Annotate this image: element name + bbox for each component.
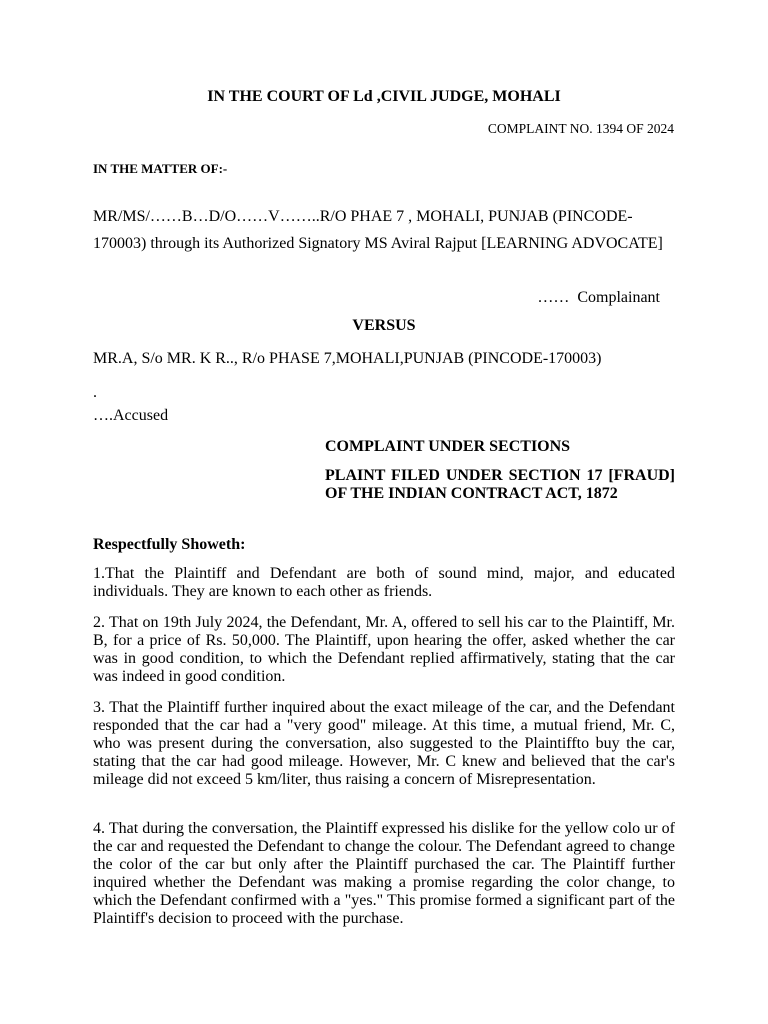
in-the-matter-of-heading: IN THE MATTER OF:- bbox=[93, 161, 228, 176]
section-heading: COMPLAINT UNDER SECTIONS bbox=[325, 438, 571, 455]
accused-label: ….Accused bbox=[93, 407, 169, 424]
respondent-details: MR.A, S/o MR. K R.., R/o PHASE 7,MOHALI,PUNJAB (PINCODE-170003) bbox=[93, 350, 602, 367]
paragraph-1: 1.That the Plaintiff and Defendant are both of sound mind, major, and educated individuals. They are known to each other as friends. bbox=[93, 565, 675, 600]
complainant-label: …… Complainant bbox=[537, 289, 660, 306]
versus-heading: VERSUS bbox=[352, 317, 416, 334]
plaint-heading: PLAINT FILED UNDER SECTION 17 [FRAUD] OF THE INDIAN CONTRACT ACT, 1872 bbox=[325, 467, 675, 502]
paragraph-3: 3. That the Plaintiff further inquired about the exact mileage of the car, and the Defendant responded that the car had a "very good" mileage. At this time, a mutual friend, Mr. C, who was present during the conversation, also suggested to the Plaintiffto buy the car, stating that the car had good mileage. However, Mr. C knew and believed that the car's mileage did not exceed 5 km/liter, thus raising a concern of Misrepresentation. bbox=[93, 699, 675, 788]
court-title: IN THE COURT OF Ld ,CIVIL JUDGE, MOHALI bbox=[207, 88, 561, 105]
complainant-details: MR/MS/……B…D/O……V……..R/O PHAE 7 , MOHALI, PUNJAB (PINCODE-170003) through its Authorized Signatory MS Aviral Rajput [LEARNING ADVOCATE] bbox=[93, 208, 663, 252]
paragraph-2: 2. That on 19th July 2024, the Defendant, Mr. A, offered to sell his car to the Plaintiff, Mr. B, for a price of Rs. 50,000. The Plaintiff, upon hearing the offer, asked whether the car was in good condition, to which the Defendant replied affirmatively, stating that the car was indeed in good condition. bbox=[93, 614, 675, 685]
respectfully-showeth-heading: Respectfully Showeth: bbox=[93, 536, 246, 553]
complaint-number: COMPLAINT NO. 1394 OF 2024 bbox=[487, 121, 674, 136]
separator-dot: . bbox=[93, 384, 97, 401]
paragraph-4: 4. That during the conversation, the Plaintiff expressed his dislike for the yellow colo ur of the car and requested the Defendant to change the colour. The Defendant agreed to change the color of the car but only after the Plaintiff purchased the car. The Plaintiff further inquired whether the Defendant was making a promise regarding the color change, to which the Defendant confirmed with a "yes." This promise formed a significant part of the Plaintiff's decision to proceed with the purchase. bbox=[93, 820, 675, 927]
